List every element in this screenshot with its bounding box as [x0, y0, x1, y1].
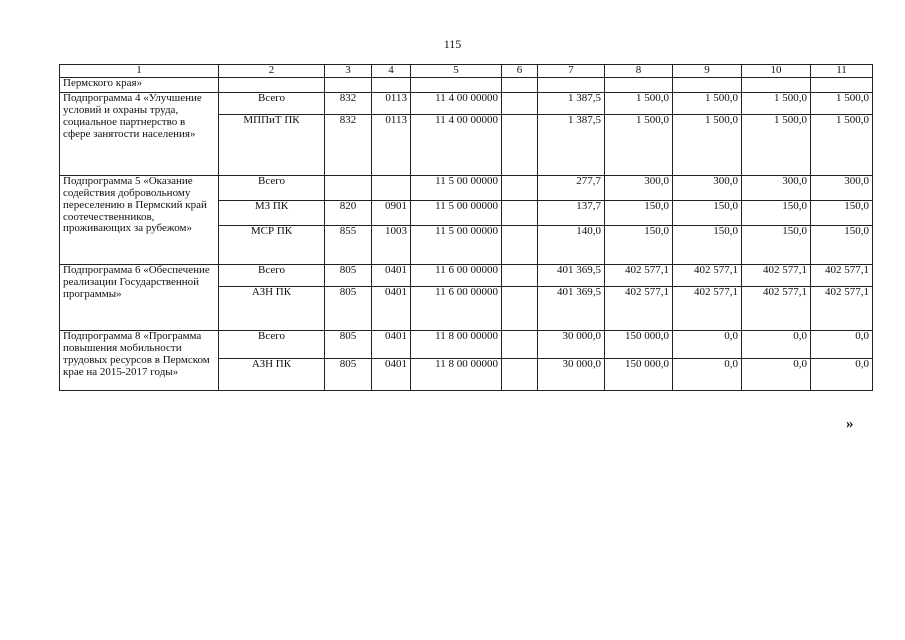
program-name-cell: Подпрограмма 8 «Программа повышения мобильности трудовых ресурсов в Пермском крае на 2015-2017 годы»	[60, 330, 219, 390]
value-2019-cell: 402 577,1	[742, 286, 811, 330]
value-2017-cell: 402 577,1	[605, 264, 673, 286]
value-2019-cell: 1 500,0	[742, 92, 811, 114]
column-number-cell: 3	[325, 65, 372, 78]
expense-type-cell	[502, 200, 538, 225]
column-number-cell: 2	[219, 65, 325, 78]
value-2019-cell: 300,0	[742, 175, 811, 200]
target-article-cell: 11 5 00 00000	[411, 200, 502, 225]
section-cell	[372, 175, 411, 200]
page-number: 115	[443, 37, 462, 51]
value-2017-cell: 300,0	[605, 175, 673, 200]
grbs-cell: 805	[325, 330, 372, 358]
value-2018-cell: 1 500,0	[673, 92, 742, 114]
column-number-cell: 7	[538, 65, 605, 78]
value-2020-cell: 0,0	[811, 330, 873, 358]
value-2017-cell: 1 500,0	[605, 114, 673, 175]
expense-type-cell	[502, 225, 538, 264]
column-number-cell: 10	[742, 65, 811, 78]
empty-cell	[325, 77, 372, 92]
section-cell: 0401	[372, 358, 411, 390]
empty-cell	[411, 77, 502, 92]
target-article-cell: 11 4 00 00000	[411, 114, 502, 175]
value-2020-cell: 150,0	[811, 200, 873, 225]
column-number-cell: 6	[502, 65, 538, 78]
program-name-cell: Подпрограмма 5 «Оказание содействия добровольному переселению в Пермский край соотечественников, проживающих за рубежом»	[60, 175, 219, 264]
target-article-cell: 11 4 00 00000	[411, 92, 502, 114]
value-2020-cell: 402 577,1	[811, 264, 873, 286]
target-article-cell: 11 6 00 00000	[411, 286, 502, 330]
value-2017-cell: 150 000,0	[605, 330, 673, 358]
empty-cell	[742, 77, 811, 92]
continuation-row	[60, 77, 873, 92]
expense-type-cell	[502, 92, 538, 114]
executor-cell: Всего	[219, 330, 325, 358]
value-2017-cell: 150 000,0	[605, 358, 673, 390]
value-2018-cell: 402 577,1	[673, 264, 742, 286]
grbs-cell: 855	[325, 225, 372, 264]
executor-cell: МЗ ПК	[219, 200, 325, 225]
empty-cell	[811, 77, 873, 92]
grbs-cell: 805	[325, 264, 372, 286]
value-2016-cell: 401 369,5	[538, 286, 605, 330]
empty-cell	[673, 77, 742, 92]
target-article-cell: 11 5 00 00000	[411, 175, 502, 200]
value-2020-cell: 1 500,0	[811, 92, 873, 114]
expense-type-cell	[502, 264, 538, 286]
grbs-cell: 820	[325, 200, 372, 225]
value-2020-cell: 300,0	[811, 175, 873, 200]
table-row	[60, 92, 873, 114]
value-2020-cell: 0,0	[811, 358, 873, 390]
program-name-cell: Пермского края»	[60, 77, 219, 92]
executor-cell: МППиТ ПК	[219, 114, 325, 175]
value-2016-cell: 137,7	[538, 200, 605, 225]
empty-cell	[605, 77, 673, 92]
executor-cell: АЗН ПК	[219, 358, 325, 390]
empty-cell	[219, 77, 325, 92]
section-cell: 0901	[372, 200, 411, 225]
target-article-cell: 11 6 00 00000	[411, 264, 502, 286]
value-2020-cell: 150,0	[811, 225, 873, 264]
value-2019-cell: 0,0	[742, 330, 811, 358]
value-2018-cell: 150,0	[673, 200, 742, 225]
budget-table	[59, 64, 873, 391]
expense-type-cell	[502, 175, 538, 200]
value-2018-cell: 0,0	[673, 358, 742, 390]
value-2016-cell: 1 387,5	[538, 114, 605, 175]
value-2016-cell: 1 387,5	[538, 92, 605, 114]
section-cell: 1003	[372, 225, 411, 264]
value-2017-cell: 150,0	[605, 225, 673, 264]
column-number-cell: 11	[811, 65, 873, 78]
column-number-cell: 8	[605, 65, 673, 78]
value-2020-cell: 1 500,0	[811, 114, 873, 175]
section-cell: 0401	[372, 330, 411, 358]
value-2019-cell: 402 577,1	[742, 264, 811, 286]
value-2017-cell: 1 500,0	[605, 92, 673, 114]
table-row	[60, 175, 873, 200]
grbs-cell: 805	[325, 286, 372, 330]
closing-quote: »	[846, 416, 854, 432]
empty-cell	[372, 77, 411, 92]
value-2017-cell: 402 577,1	[605, 286, 673, 330]
value-2018-cell: 402 577,1	[673, 286, 742, 330]
executor-cell: МСР ПК	[219, 225, 325, 264]
empty-cell	[538, 77, 605, 92]
grbs-cell: 805	[325, 358, 372, 390]
section-cell: 0113	[372, 92, 411, 114]
value-2018-cell: 150,0	[673, 225, 742, 264]
value-2016-cell: 30 000,0	[538, 330, 605, 358]
grbs-cell: 832	[325, 114, 372, 175]
section-cell: 0401	[372, 264, 411, 286]
grbs-cell: 832	[325, 92, 372, 114]
program-name-cell: Подпрограмма 4 «Улучшение условий и охраны труда, социальное партнерство в сфере занятости населения»	[60, 92, 219, 175]
column-number-cell: 4	[372, 65, 411, 78]
value-2016-cell: 277,7	[538, 175, 605, 200]
section-cell: 0401	[372, 286, 411, 330]
executor-cell: Всего	[219, 264, 325, 286]
value-2020-cell: 402 577,1	[811, 286, 873, 330]
value-2018-cell: 0,0	[673, 330, 742, 358]
target-article-cell: 11 8 00 00000	[411, 330, 502, 358]
column-number-cell: 1	[60, 65, 219, 78]
value-2019-cell: 0,0	[742, 358, 811, 390]
expense-type-cell	[502, 114, 538, 175]
section-cell: 0113	[372, 114, 411, 175]
target-article-cell: 11 5 00 00000	[411, 225, 502, 264]
value-2016-cell: 140,0	[538, 225, 605, 264]
expense-type-cell	[502, 330, 538, 358]
column-number-cell: 9	[673, 65, 742, 78]
value-2017-cell: 150,0	[605, 200, 673, 225]
value-2016-cell: 30 000,0	[538, 358, 605, 390]
value-2019-cell: 1 500,0	[742, 114, 811, 175]
value-2018-cell: 300,0	[673, 175, 742, 200]
program-name-cell: Подпрограмма 6 «Обеспечение реализации Государственной программы»	[60, 264, 219, 330]
executor-cell: Всего	[219, 92, 325, 114]
table-row	[60, 330, 873, 358]
column-number-cell: 5	[411, 65, 502, 78]
executor-cell: АЗН ПК	[219, 286, 325, 330]
expense-type-cell	[502, 286, 538, 330]
executor-cell: Всего	[219, 175, 325, 200]
value-2018-cell: 1 500,0	[673, 114, 742, 175]
expense-type-cell	[502, 358, 538, 390]
table-row	[60, 264, 873, 286]
grbs-cell	[325, 175, 372, 200]
column-number-row	[60, 65, 873, 78]
value-2016-cell: 401 369,5	[538, 264, 605, 286]
value-2019-cell: 150,0	[742, 200, 811, 225]
target-article-cell: 11 8 00 00000	[411, 358, 502, 390]
empty-cell	[502, 77, 538, 92]
value-2019-cell: 150,0	[742, 225, 811, 264]
